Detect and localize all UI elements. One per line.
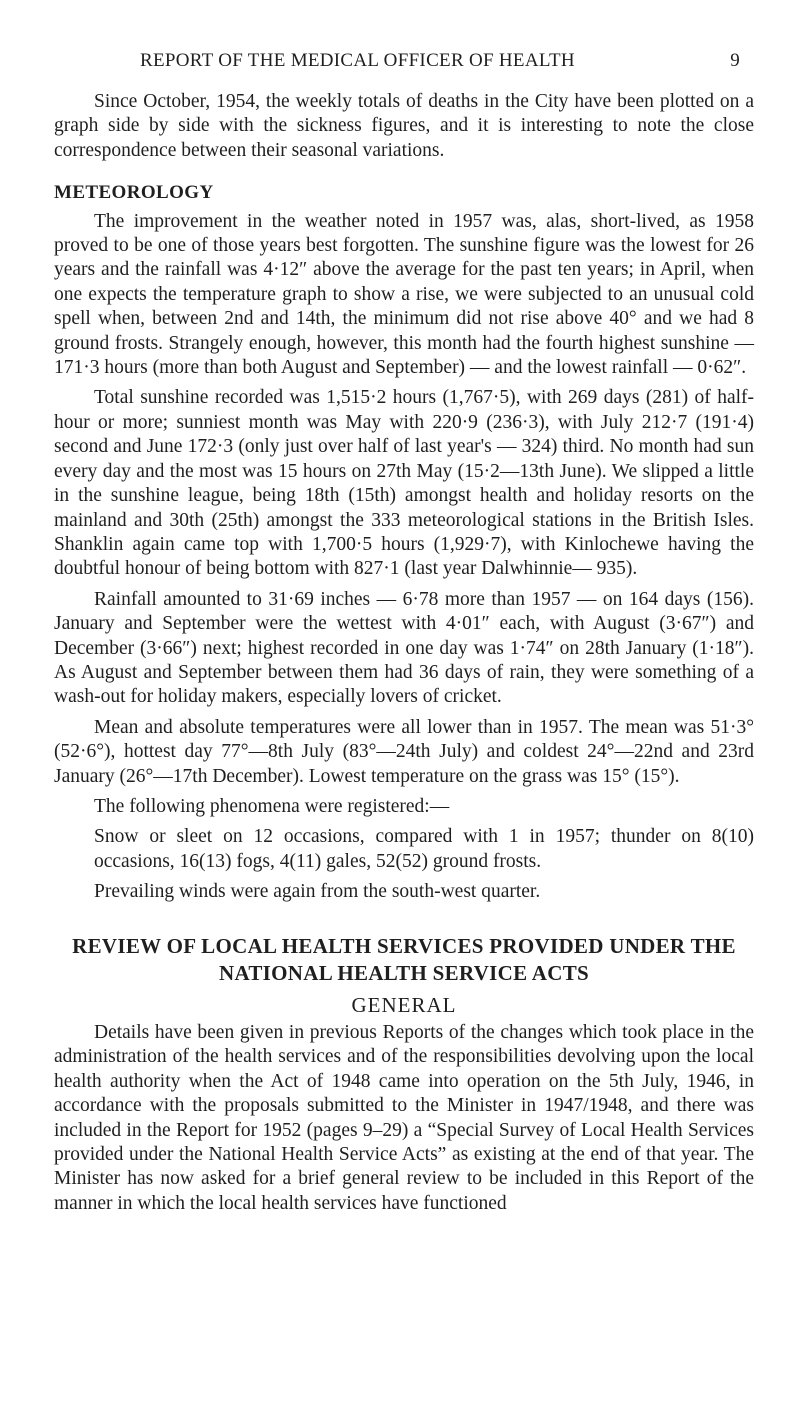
phenomena-intro: The following phenomena were registered:—	[94, 795, 450, 817]
prevailing-winds: Prevailing winds were again from the south-west quarter.	[94, 881, 541, 903]
meteorology-paragraph-2: Total sunshine recorded was 1,515·2 hours (1,767·5), with 269 days (281) of half-hour or more; sunniest month was May with 220·9 (236·3), with July 212·7 (191·4) second and June 172·3 (only just over half of last year's — 324) third. No month had sun every day and the most was 15 hours on 27th May (15·2—13th June). We slipped a little in the sunshine league, being 18th (15th) amongst health and holiday resorts on the mainland and 30th (25th) amongst the 333 meteorological stations in the British Isles. Shanklin again came top with 1,700·5 hours (1,929·7), with Kinlochewe having the doubtful honour of being bottom with 827·1 (last year Dalwhinnie— 935).	[54, 387, 754, 580]
header-title: REPORT OF THE MEDICAL OFFICER OF HEALTH	[140, 50, 575, 71]
review-section-title: REVIEW OF LOCAL HEALTH SERVICES PROVIDED UNDER THE NATIONAL HEALTH SERVICE ACTS	[72, 933, 736, 985]
running-header	[140, 50, 740, 72]
meteorology-heading: METEOROLOGY	[54, 182, 214, 204]
general-subheading: GENERAL	[351, 992, 457, 1017]
page-body	[54, 90, 754, 1222]
intro-paragraph: Since October, 1954, the weekly totals of deaths in the City have been plotted on a graph side by side with the sickness figures, and it is interesting to note the close correspondence between their seasonal variations.	[54, 91, 754, 161]
meteorology-paragraph-1: The improvement in the weather noted in 1957 was, alas, short-lived, as 1958 proved to be one of those years best forgotten. The sunshine figure was the lowest for 26 years and the rainfall was 4·12″ above the average for the past ten years; in April, when one expects the temperature graph to show a rise, we were subjected to an unusual cold spell when, between 2nd and 14th, the minimum did not rise above 40° and we had 8 ground frosts. Strangely enough, however, this month had the fourth highest sunshine — 171·3 hours (more than both August and September) — and the lowest rainfall — 0·62″.	[54, 210, 754, 379]
meteorology-paragraph-3: Rainfall amounted to 31·69 inches — 6·78 more than 1957 — on 164 days (156). January and September were the wettest with 4·01″ each, with August (3·67″) and December (3·66″) next; highest recorded in one day was 1·74″ on 28th January (1·18″). As August and September between them had 36 days of rain, they were something of a wash-out for holiday makers, especially lovers of cricket.	[54, 588, 754, 708]
page-number: 9	[730, 50, 740, 71]
meteorology-paragraph-4: Mean and absolute temperatures were all lower than in 1957. The mean was 51·3° (52·6°), hottest day 77°—8th July (83°—24th July) and coldest 24°—22nd and 23rd January (26°—17th December). Lowest temperature on the grass was 15° (15°).	[54, 716, 754, 787]
phenomena-list: Snow or sleet on 12 occasions, compared with 1 in 1957; thunder on 8(10) occasions, 16(13) fogs, 4(11) gales, 52(52) ground frosts.	[94, 826, 754, 872]
review-paragraph: Details have been given in previous Reports of the changes which took place in the administration of the health services and of the responsibilities devolving upon the local health authority when the Act of 1948 came into operation on the 5th July, 1946, in accordance with the proposals submitted to the Minister in 1947/1948, and there was included in the Report for 1952 (pages 9–29) a “Special Survey of Local Health Services provided under the National Health Service Acts” as existing at the end of that year. The Minister has now asked for a brief general review to be included in this Report of the manner in which the local health services have functioned	[54, 1022, 754, 1214]
